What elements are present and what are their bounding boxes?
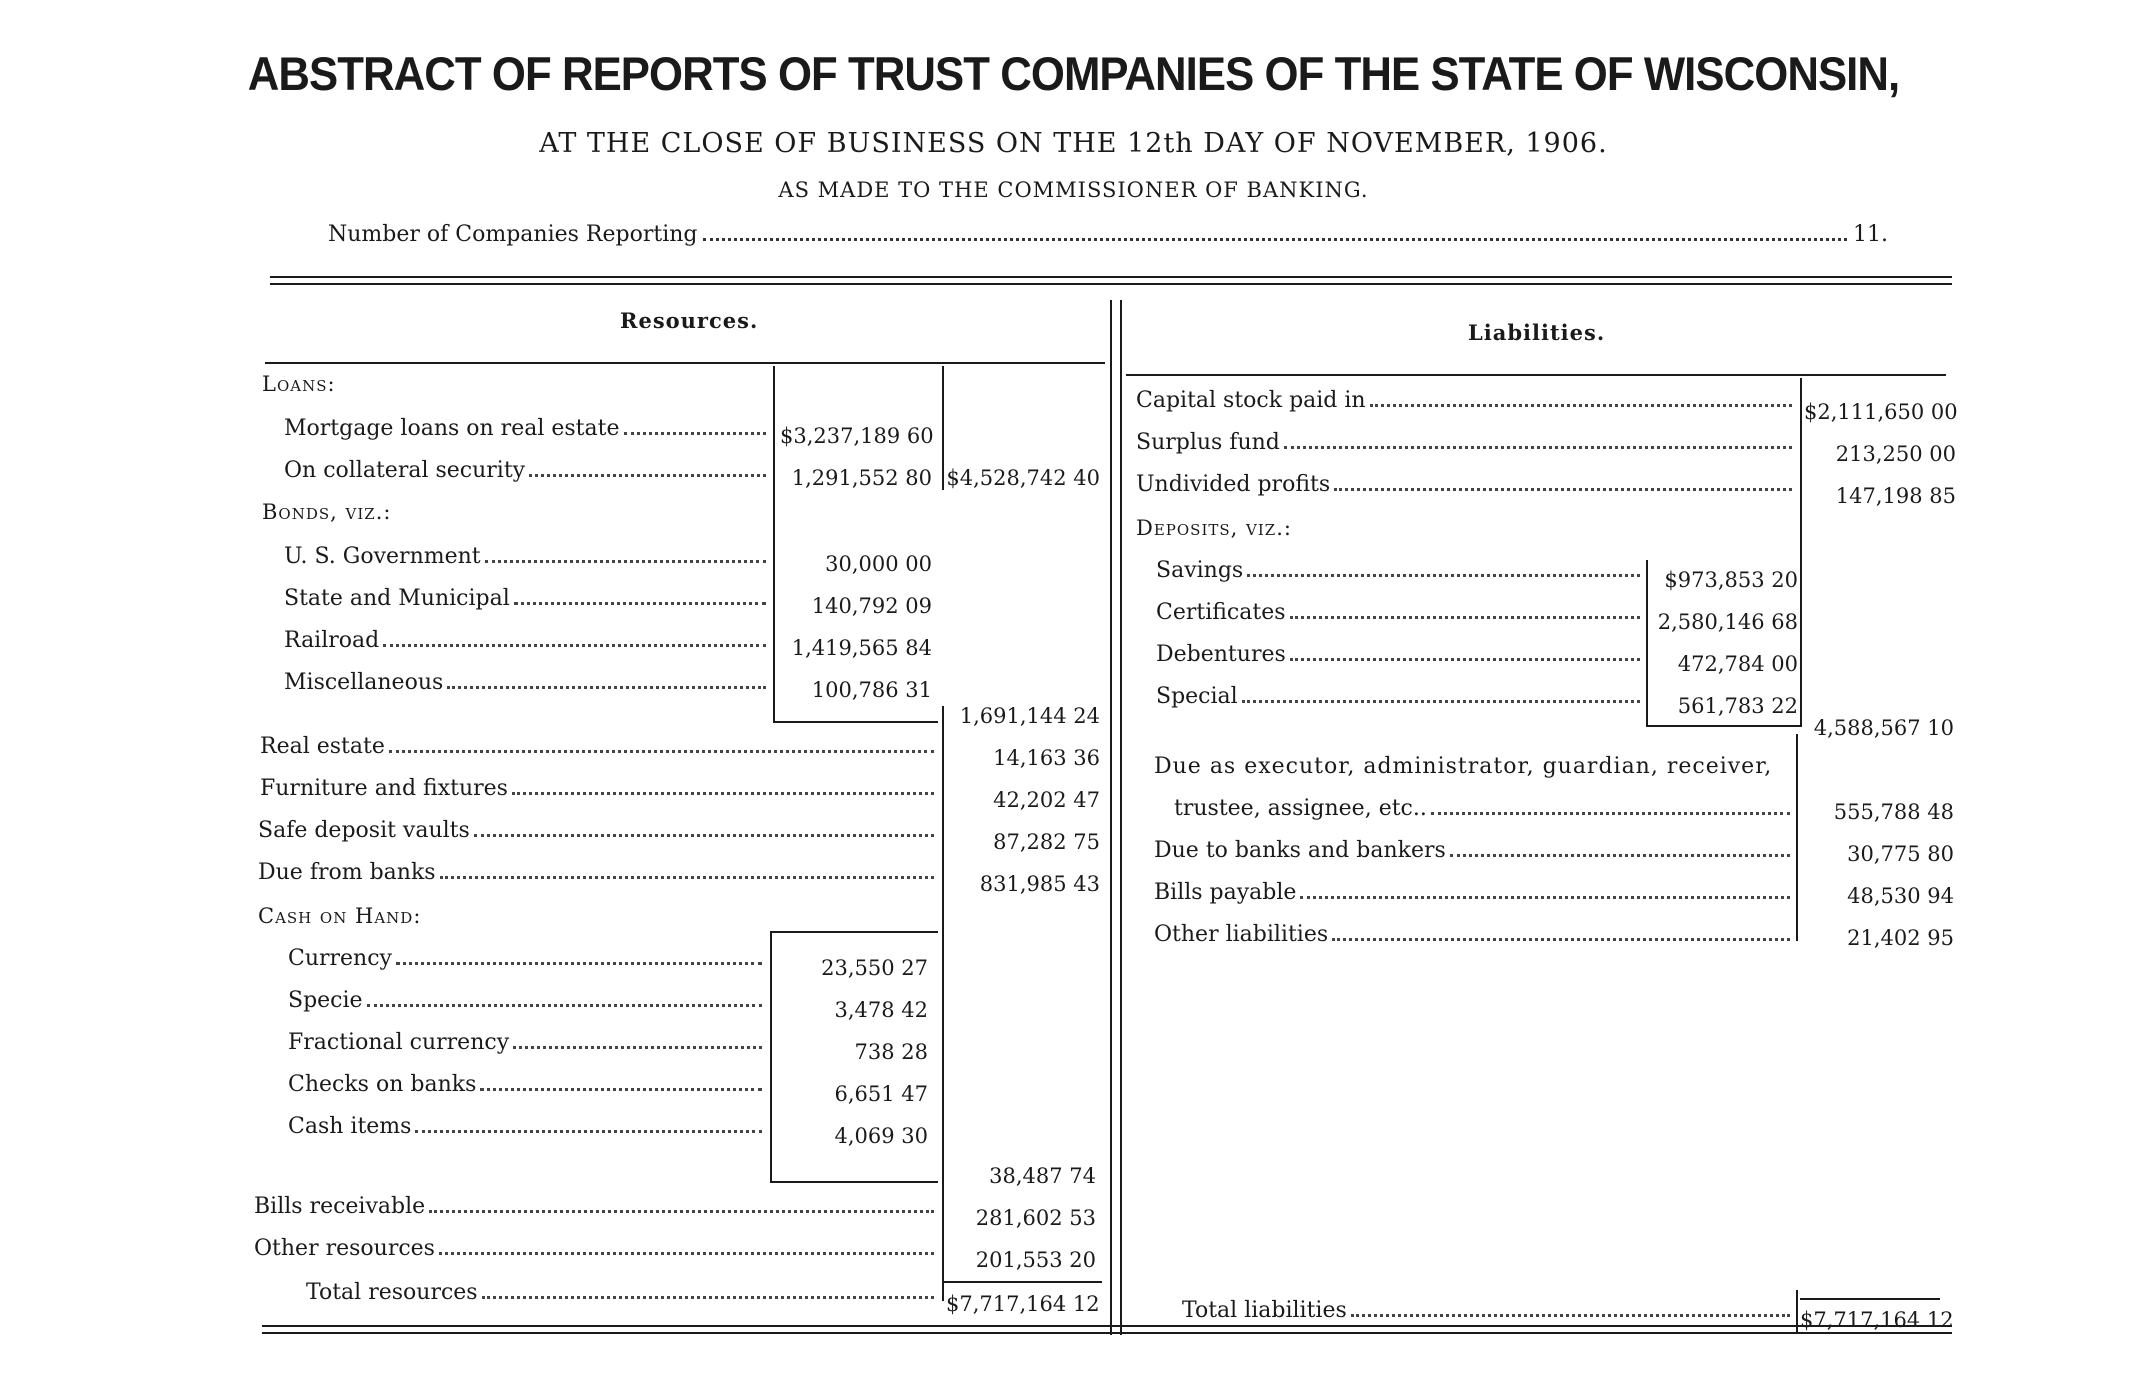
resource-amount: 738 28 <box>854 1040 928 1064</box>
loans-bonds-bracket-left <box>773 366 775 723</box>
total-resources: $7,717,164 12 <box>946 1292 1100 1316</box>
companies-reporting <box>328 222 1888 247</box>
bonds-bracket-bottom <box>773 721 938 723</box>
resources-heading: Resources. <box>620 308 759 333</box>
liability-amount: 213,250 00 <box>1835 442 1956 466</box>
resource-row: Furniture and fixtures <box>260 776 938 801</box>
resource-amount: 831,985 43 <box>979 872 1100 896</box>
liability-amount: 21,402 95 <box>1847 926 1954 950</box>
resource-amount: 42,202 47 <box>993 788 1100 812</box>
resource-row: Railroad <box>284 628 770 653</box>
resource-row: Safe deposit vaults <box>258 818 938 843</box>
resource-amount: 201,553 20 <box>975 1248 1096 1272</box>
cash-bracket-left <box>770 931 772 1183</box>
deposits-bracket-bottom <box>1646 725 1802 727</box>
bonds-heading: Bonds, viz.: <box>262 500 392 524</box>
resource-amount: 1,419,565 84 <box>791 636 932 660</box>
resource-row: Real estate <box>260 734 938 759</box>
resource-amount: 140,792 09 <box>811 594 932 618</box>
liability-amount: 2,580,146 68 <box>1657 610 1798 634</box>
total-liabilities-row: Total liabilities <box>1182 1298 1794 1323</box>
liability-row: Certificates <box>1156 600 1644 625</box>
resource-row: Cash items <box>288 1114 766 1139</box>
column-divider-2 <box>1120 300 1122 1335</box>
liability-row: Undivided profits <box>1136 472 1796 497</box>
column-divider <box>1110 300 1112 1335</box>
deposits-total: 4,588,567 10 <box>1813 716 1954 740</box>
resource-row: U. S. Government <box>284 544 770 569</box>
liability-row: Bills payable <box>1154 880 1794 905</box>
page-title: ABSTRACT OF REPORTS OF TRUST COMPANIES OF THE STATE OF WISCONSIN, <box>247 47 1900 100</box>
liability-amount: 561,783 22 <box>1677 694 1798 718</box>
top-rule <box>270 276 1952 278</box>
loans-heading: Loans: <box>262 372 336 396</box>
liab-col-line-lower <box>1796 734 1798 941</box>
made-to-line: AS MADE TO THE COMMISSIONER OF BANKING. <box>778 178 1369 202</box>
resource-row: Due from banks <box>258 860 938 885</box>
resource-row: State and Municipal <box>284 586 770 611</box>
liability-row: Capital stock paid in <box>1136 388 1796 413</box>
loans-col-line <box>942 366 944 490</box>
resource-amount: 1,291,552 80 <box>791 466 932 490</box>
liability-row: Surplus fund <box>1136 430 1796 455</box>
total-liabilities-rule <box>1800 1298 1940 1300</box>
resource-amount: $3,237,189 60 <box>780 424 934 448</box>
companies-label: Number of Companies Reporting <box>328 222 698 247</box>
liability-amount: $2,111,650 00 <box>1804 400 1958 424</box>
liability-amount: $973,853 20 <box>1664 568 1798 592</box>
loans-total: $4,528,742 40 <box>946 466 1100 490</box>
resource-row: Mortgage loans on real estate <box>284 416 770 441</box>
deposits-heading: Deposits, viz.: <box>1136 516 1292 540</box>
leader-dots <box>703 238 1847 241</box>
resource-amount: 23,550 27 <box>821 956 928 980</box>
liability-row: Due to banks and bankers <box>1154 838 1794 863</box>
liability-row: trustee, assignee, etc.. <box>1174 796 1794 821</box>
bonds-total: 1,691,144 24 <box>959 704 1100 728</box>
liability-row: Special <box>1156 684 1644 709</box>
resource-amount: 6,651 47 <box>834 1082 928 1106</box>
liabilities-heading: Liabilities. <box>1468 320 1606 345</box>
cash-heading: Cash on Hand: <box>258 904 422 928</box>
liability-amount: 48,530 94 <box>1847 884 1954 908</box>
top-rule-2 <box>270 283 1952 285</box>
resource-amount: 3,478 42 <box>834 998 928 1022</box>
deposits-bracket-left <box>1646 560 1648 727</box>
resource-row: Miscellaneous <box>284 670 770 695</box>
resource-row: Specie <box>288 988 766 1013</box>
resource-amount: 281,602 53 <box>975 1206 1096 1230</box>
cash-bracket-top <box>770 931 938 933</box>
liability-amount: 147,198 85 <box>1835 484 1956 508</box>
total-resources-rule <box>942 1281 1102 1283</box>
companies-value: 11. <box>1853 222 1888 247</box>
resources-total-col-line <box>942 706 944 1301</box>
report-date: AT THE CLOSE OF BUSINESS ON THE 12th DAY OF NOVEMBER, 1906. <box>539 128 1608 159</box>
resource-amount: 14,163 36 <box>993 746 1100 770</box>
liability-row: Debentures <box>1156 642 1644 667</box>
liab-col-line-mid <box>1800 512 1802 727</box>
total-resources-row: Total resources <box>306 1280 938 1305</box>
resource-amount: 30,000 00 <box>825 552 932 576</box>
liab-col-line-top <box>1800 378 1802 512</box>
bottom-rule <box>262 1325 1952 1327</box>
total-liabilities: $7,717,164 12 <box>1800 1308 1954 1332</box>
liability-amount: 555,788 48 <box>1833 800 1954 824</box>
liability-row: Other liabilities <box>1154 922 1794 947</box>
liabilities-heading-rule <box>1126 374 1946 376</box>
cash-total: 38,487 74 <box>989 1164 1096 1188</box>
resource-row: Other resources <box>254 1236 938 1261</box>
resource-row: Checks on banks <box>288 1072 766 1097</box>
liab-total-col-line <box>1796 1290 1798 1332</box>
executor-line-1: Due as executor, administrator, guardian, receiver, <box>1154 754 1773 779</box>
resource-row: Currency <box>288 946 766 971</box>
resource-row: On collateral security <box>284 458 770 483</box>
bottom-rule-2 <box>262 1332 1952 1334</box>
resource-amount: 100,786 31 <box>811 678 932 702</box>
resource-row: Fractional currency <box>288 1030 766 1055</box>
liability-amount: 30,775 80 <box>1847 842 1954 866</box>
cash-bracket-bottom <box>770 1181 938 1183</box>
liability-amount: 472,784 00 <box>1677 652 1798 676</box>
resource-amount: 87,282 75 <box>993 830 1100 854</box>
resources-heading-rule <box>265 362 1105 364</box>
resource-amount: 4,069 30 <box>834 1124 928 1148</box>
resource-row: Bills receivable <box>254 1194 938 1219</box>
liability-row: Savings <box>1156 558 1644 583</box>
